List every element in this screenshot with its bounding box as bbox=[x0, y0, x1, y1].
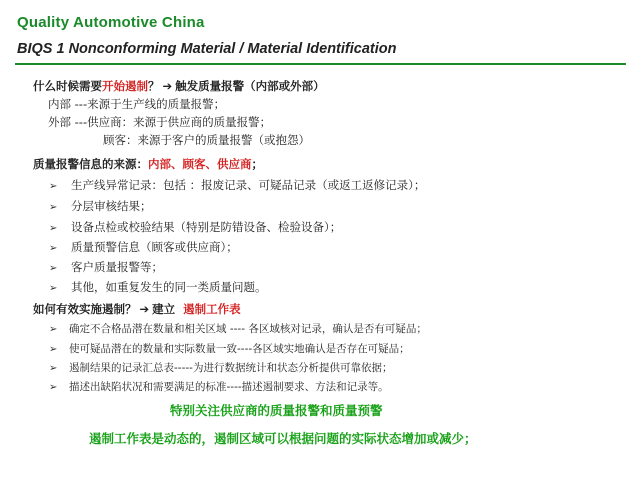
list-item bbox=[49, 178, 425, 194]
trigger-question bbox=[33, 79, 325, 93]
list-item bbox=[49, 380, 389, 395]
list-item-text: 使可疑品潜在的数量和实际数量一致----各区域实地确认是否存在可疑品； bbox=[69, 343, 410, 355]
trigger-question-text: 什么时候需要 bbox=[33, 79, 102, 93]
containment-heading bbox=[33, 302, 241, 316]
list-item-text: 遏制结果的记录汇总表-----为进行数据统计和状态分析提供可靠依据； bbox=[69, 362, 393, 374]
bullet-arrow-icon: ➢ bbox=[49, 263, 58, 274]
alarm-sources-heading-end: ； bbox=[251, 157, 263, 171]
source-internal: 内部 ---来源于生产线的质量报警； bbox=[48, 97, 226, 111]
containment-worksheet-highlight: 遏制工作表 bbox=[183, 302, 241, 316]
list-item bbox=[49, 220, 341, 236]
alarm-sources-heading bbox=[33, 157, 263, 171]
list-item bbox=[49, 322, 427, 337]
header-divider bbox=[15, 63, 626, 65]
bullet-arrow-icon: ➢ bbox=[49, 223, 58, 234]
list-item-text: 设备点检或校验结果（特别是防错设备、检验设备）； bbox=[71, 220, 342, 234]
list-item bbox=[49, 199, 152, 215]
list-item bbox=[49, 240, 238, 256]
document-subtitle: BIQS 1 Nonconforming Material / Material Identification bbox=[17, 41, 397, 57]
bullet-arrow-icon: ➢ bbox=[49, 202, 58, 213]
list-item bbox=[49, 361, 392, 376]
trigger-answer: 触发质量报警（内部或外部） bbox=[175, 79, 325, 93]
list-item-text: 描述出缺陷状况和需要满足的标准----描述遏制要求、方法和记录等。 bbox=[69, 381, 389, 393]
bullet-arrow-icon: ➢ bbox=[49, 283, 58, 294]
trigger-question-mark: ？ bbox=[148, 79, 160, 93]
containment-heading-text: 如何有效实施遏制？ bbox=[33, 302, 137, 316]
list-item-text: 质量预警信息（顾客或供应商）； bbox=[71, 240, 238, 254]
arrow-right-icon: ➔ bbox=[162, 79, 173, 93]
company-name: Quality Automotive China bbox=[17, 14, 205, 31]
arrow-right-icon: ➔ bbox=[139, 302, 150, 316]
list-item-text: 其他，如重复发生的同一类质量问题。 bbox=[71, 280, 267, 294]
bullet-arrow-icon: ➢ bbox=[49, 344, 58, 355]
bullet-arrow-icon: ➢ bbox=[49, 382, 58, 393]
list-item bbox=[49, 280, 267, 296]
trigger-question-highlight: 开始遏制 bbox=[102, 79, 148, 93]
list-item bbox=[49, 260, 163, 276]
list-item-text: 客户质量报警等； bbox=[71, 260, 163, 274]
supplier-alarm-note: 特别关注供应商的质量报警和质量预警 bbox=[170, 403, 383, 418]
bullet-arrow-icon: ➢ bbox=[49, 363, 58, 374]
bullet-arrow-icon: ➢ bbox=[49, 324, 58, 335]
list-item-text: 确定不合格品潜在数量和相关区域 ---- 各区域核对记录，确认是否有可疑品； bbox=[69, 323, 427, 335]
containment-heading-build: 建立 bbox=[152, 302, 176, 316]
bullet-arrow-icon: ➢ bbox=[49, 243, 58, 254]
source-customer: 顾客：来源于客户的质量报警（或抱怨） bbox=[103, 133, 310, 147]
source-external: 外部 ---供应商：来源于供应商的质量报警； bbox=[48, 115, 272, 129]
alarm-sources-highlight: 内部、顾客、供应商 bbox=[148, 157, 252, 171]
list-item bbox=[49, 342, 410, 357]
alarm-sources-heading-text: 质量报警信息的来源： bbox=[33, 157, 148, 171]
dynamic-worksheet-note: 遏制工作表是动态的，遏制区域可以根据问题的实际状态增加或减少； bbox=[89, 431, 477, 446]
list-item-text: 生产线异常记录：包括 ：报废记录、可疑品记录（或返工返修记录）； bbox=[71, 178, 426, 192]
bullet-arrow-icon: ➢ bbox=[49, 181, 58, 192]
list-item-text: 分层审核结果； bbox=[71, 199, 152, 213]
